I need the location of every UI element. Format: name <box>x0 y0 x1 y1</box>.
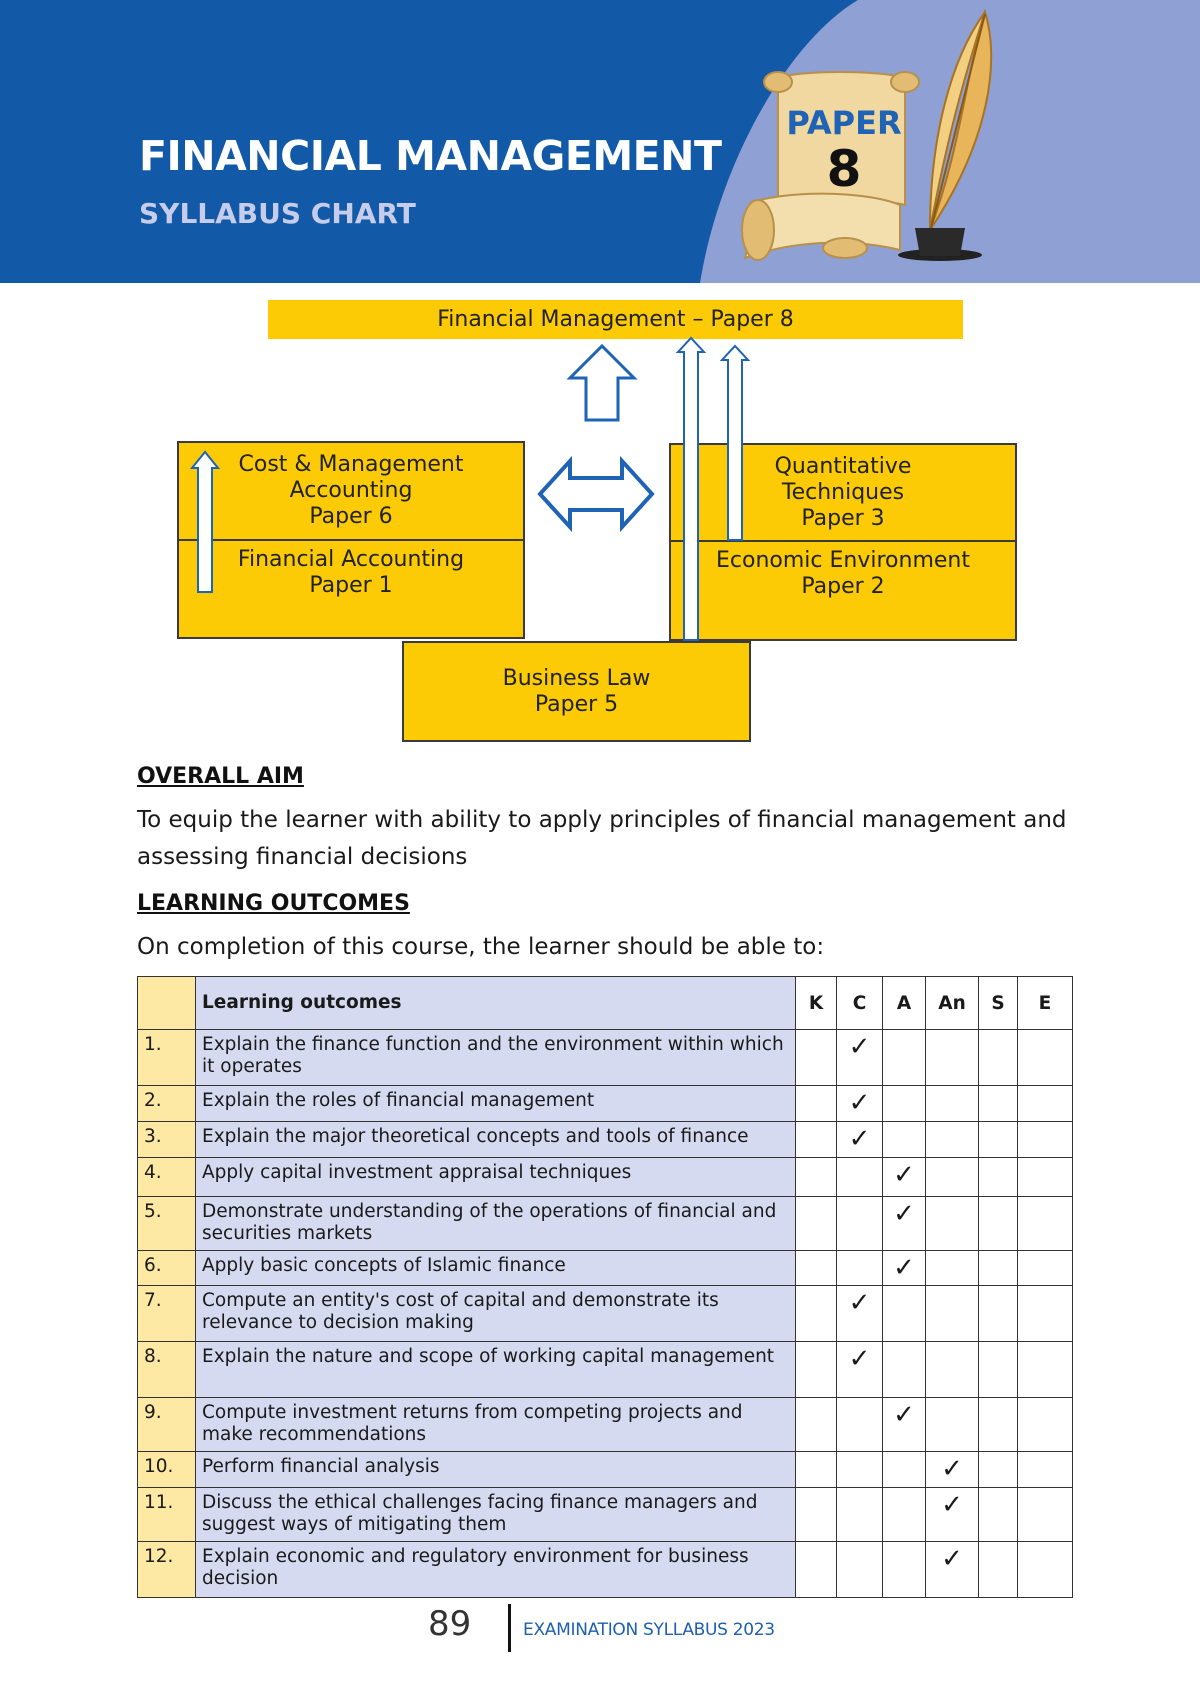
checkmark-icon: ✓ <box>893 1400 915 1430</box>
row-number: 7. <box>138 1286 196 1342</box>
level-cell-c <box>837 1398 883 1452</box>
level-cell-s <box>979 1398 1018 1452</box>
box-line: Business Law <box>502 665 651 691</box>
checkmark-icon: ✓ <box>848 1288 871 1318</box>
box-line: Financial Accounting <box>237 547 465 572</box>
header-c: C <box>837 977 883 1030</box>
double-arrow-icon <box>540 461 652 527</box>
level-cell-a <box>883 1197 926 1251</box>
checkmark-icon: ✓ <box>941 1454 963 1484</box>
outcome-text: Demonstrate understanding of the operations of financial and securities markets <box>196 1197 796 1251</box>
table-row <box>138 1452 1073 1488</box>
table-row <box>138 1342 1073 1398</box>
level-cell-a <box>883 1158 926 1197</box>
level-cell-e <box>1018 1452 1073 1488</box>
level-cell-e <box>1018 1158 1073 1197</box>
outcome-text: Explain the finance function and the environment within which it operates <box>196 1030 796 1086</box>
box-line: Cost & Management <box>238 452 464 477</box>
box-business-law <box>402 641 751 742</box>
paper-label: PAPER <box>786 104 902 142</box>
header-num-cell <box>138 977 196 1030</box>
level-cell-k <box>796 1158 837 1197</box>
level-cell-c <box>837 1122 883 1158</box>
level-cell-an <box>926 1030 979 1086</box>
level-cell-c <box>837 1286 883 1342</box>
level-cell-c <box>837 1342 883 1398</box>
row-number: 11. <box>138 1488 196 1542</box>
outcome-text: Compute an entity's cost of capital and demonstrate its relevance to decision making <box>196 1286 796 1342</box>
level-cell-e <box>1018 1286 1073 1342</box>
outcome-text: Perform financial analysis <box>196 1452 796 1488</box>
level-cell-s <box>979 1158 1018 1197</box>
row-number: 6. <box>138 1251 196 1286</box>
level-cell-s <box>979 1488 1018 1542</box>
table-row <box>138 1030 1073 1086</box>
box-line: Paper 5 <box>534 691 619 717</box>
level-cell-k <box>796 1251 837 1286</box>
checkmark-icon: ✓ <box>848 1088 871 1118</box>
learning-outcomes-intro: On completion of this course, the learner should be able to: <box>137 934 825 960</box>
level-cell-a <box>883 1251 926 1286</box>
table-row <box>138 1542 1073 1598</box>
level-cell-an <box>926 1086 979 1122</box>
table-row <box>138 1086 1073 1122</box>
footer-text: EXAMINATION SYLLABUS 2023 <box>523 1620 775 1640</box>
level-cell-k <box>796 1086 837 1122</box>
header-a: A <box>883 977 926 1030</box>
checkmark-icon: ✓ <box>848 1344 871 1374</box>
learning-outcomes-heading: LEARNING OUTCOMES <box>137 891 410 916</box>
box-line: Paper 3 <box>801 505 885 531</box>
level-cell-an <box>926 1197 979 1251</box>
level-cell-e <box>1018 1398 1073 1452</box>
level-cell-an <box>926 1122 979 1158</box>
table-row <box>138 1158 1073 1197</box>
row-number: 4. <box>138 1158 196 1197</box>
level-cell-k <box>796 1342 837 1398</box>
level-cell-a <box>883 1086 926 1122</box>
top-box-label: Financial Management – Paper 8 <box>437 306 794 332</box>
outcome-text: Explain the major theoretical concepts and tools of finance <box>196 1122 796 1158</box>
table-row <box>138 1122 1073 1158</box>
header-outcomes: Learning outcomes <box>196 977 796 1030</box>
header-s: S <box>979 977 1018 1030</box>
box-cost-management-accounting <box>177 441 525 541</box>
level-cell-an <box>926 1342 979 1398</box>
level-cell-s <box>979 1197 1018 1251</box>
header-e: E <box>1018 977 1073 1030</box>
row-number: 2. <box>138 1086 196 1122</box>
outcome-text: Apply basic concepts of Islamic finance <box>196 1251 796 1286</box>
table-row <box>138 1398 1073 1452</box>
box-quantitative-techniques <box>669 443 1017 542</box>
box-line: Accounting <box>289 478 413 503</box>
level-cell-c <box>837 1030 883 1086</box>
header-an: An <box>926 977 979 1030</box>
row-number: 5. <box>138 1197 196 1251</box>
level-cell-c <box>837 1197 883 1251</box>
row-number: 8. <box>138 1342 196 1398</box>
level-cell-a <box>883 1286 926 1342</box>
level-cell-s <box>979 1286 1018 1342</box>
level-cell-c <box>837 1158 883 1197</box>
checkmark-icon: ✓ <box>893 1253 915 1283</box>
level-cell-c <box>837 1542 883 1598</box>
box-financial-accounting <box>177 539 525 639</box>
level-cell-an <box>926 1286 979 1342</box>
level-cell-e <box>1018 1122 1073 1158</box>
page-subtitle: SYLLABUS CHART <box>139 197 416 230</box>
level-cell-s <box>979 1030 1018 1086</box>
page-number: 89 <box>428 1604 472 1644</box>
level-cell-s <box>979 1251 1018 1286</box>
box-economic-environment <box>669 540 1017 641</box>
level-cell-a <box>883 1030 926 1086</box>
outcome-text: Explain economic and regulatory environment for business decision <box>196 1542 796 1598</box>
checkmark-icon: ✓ <box>941 1544 963 1574</box>
row-number: 12. <box>138 1542 196 1598</box>
level-cell-an <box>926 1488 979 1542</box>
level-cell-k <box>796 1122 837 1158</box>
level-cell-an <box>926 1398 979 1452</box>
level-cell-k <box>796 1197 837 1251</box>
box-line: Techniques <box>781 479 905 505</box>
outcome-text: Apply capital investment appraisal techniques <box>196 1158 796 1197</box>
level-cell-e <box>1018 1197 1073 1251</box>
table-header-row <box>138 977 1073 1030</box>
outcome-text: Explain the nature and scope of working capital management <box>196 1342 796 1398</box>
box-line: Economic Environment <box>716 548 970 573</box>
checkmark-icon: ✓ <box>893 1199 915 1229</box>
row-number: 3. <box>138 1122 196 1158</box>
table-row <box>138 1488 1073 1542</box>
level-cell-c <box>837 1086 883 1122</box>
outcome-text: Explain the roles of financial management <box>196 1086 796 1122</box>
top-box-financial-management <box>268 300 963 339</box>
level-cell-e <box>1018 1542 1073 1598</box>
level-cell-e <box>1018 1086 1073 1122</box>
box-line: Paper 6 <box>309 504 393 529</box>
level-cell-k <box>796 1452 837 1488</box>
learning-outcomes-body <box>138 1030 1073 1598</box>
page-header <box>0 0 1200 283</box>
level-cell-a <box>883 1342 926 1398</box>
level-cell-an <box>926 1542 979 1598</box>
level-cell-k <box>796 1030 837 1086</box>
table-row <box>138 1251 1073 1286</box>
level-cell-k <box>796 1488 837 1542</box>
table-row <box>138 1286 1073 1342</box>
level-cell-an <box>926 1251 979 1286</box>
box-line: Paper 1 <box>309 573 393 598</box>
level-cell-c <box>837 1488 883 1542</box>
level-cell-s <box>979 1122 1018 1158</box>
paper-number: 8 <box>826 140 862 198</box>
checkmark-icon: ✓ <box>893 1160 915 1190</box>
row-number: 9. <box>138 1398 196 1452</box>
overall-aim-text: To equip the learner with ability to apply principles of financial management and assessing financial decisions <box>137 807 1067 870</box>
level-cell-s <box>979 1342 1018 1398</box>
page-title: FINANCIAL MANAGEMENT <box>139 132 722 180</box>
row-number: 10. <box>138 1452 196 1488</box>
level-cell-k <box>796 1398 837 1452</box>
checkmark-icon: ✓ <box>848 1032 871 1062</box>
footer-divider <box>508 1604 511 1652</box>
level-cell-c <box>837 1452 883 1488</box>
level-cell-s <box>979 1452 1018 1488</box>
level-cell-e <box>1018 1488 1073 1542</box>
box-line: Quantitative <box>774 453 912 479</box>
level-cell-a <box>883 1452 926 1488</box>
level-cell-c <box>837 1251 883 1286</box>
overall-aim-heading: OVERALL AIM <box>137 764 304 789</box>
up-arrow-icon <box>570 346 634 420</box>
level-cell-a <box>883 1398 926 1452</box>
level-cell-a <box>883 1488 926 1542</box>
level-cell-an <box>926 1158 979 1197</box>
level-cell-s <box>979 1542 1018 1598</box>
level-cell-a <box>883 1122 926 1158</box>
level-cell-k <box>796 1542 837 1598</box>
level-cell-s <box>979 1086 1018 1122</box>
table-row <box>138 1197 1073 1251</box>
level-cell-k <box>796 1286 837 1342</box>
level-cell-e <box>1018 1251 1073 1286</box>
outcome-text: Compute investment returns from competing projects and make recommendations <box>196 1398 796 1452</box>
learning-outcomes-table <box>137 976 1073 1598</box>
row-number: 1. <box>138 1030 196 1086</box>
box-line: Paper 2 <box>801 574 885 599</box>
level-cell-e <box>1018 1030 1073 1086</box>
level-cell-an <box>926 1452 979 1488</box>
outcome-text: Discuss the ethical challenges facing finance managers and suggest ways of mitigating them <box>196 1488 796 1542</box>
level-cell-e <box>1018 1342 1073 1398</box>
checkmark-icon: ✓ <box>848 1124 871 1154</box>
header-k: K <box>796 977 837 1030</box>
level-cell-a <box>883 1542 926 1598</box>
checkmark-icon: ✓ <box>941 1490 963 1520</box>
